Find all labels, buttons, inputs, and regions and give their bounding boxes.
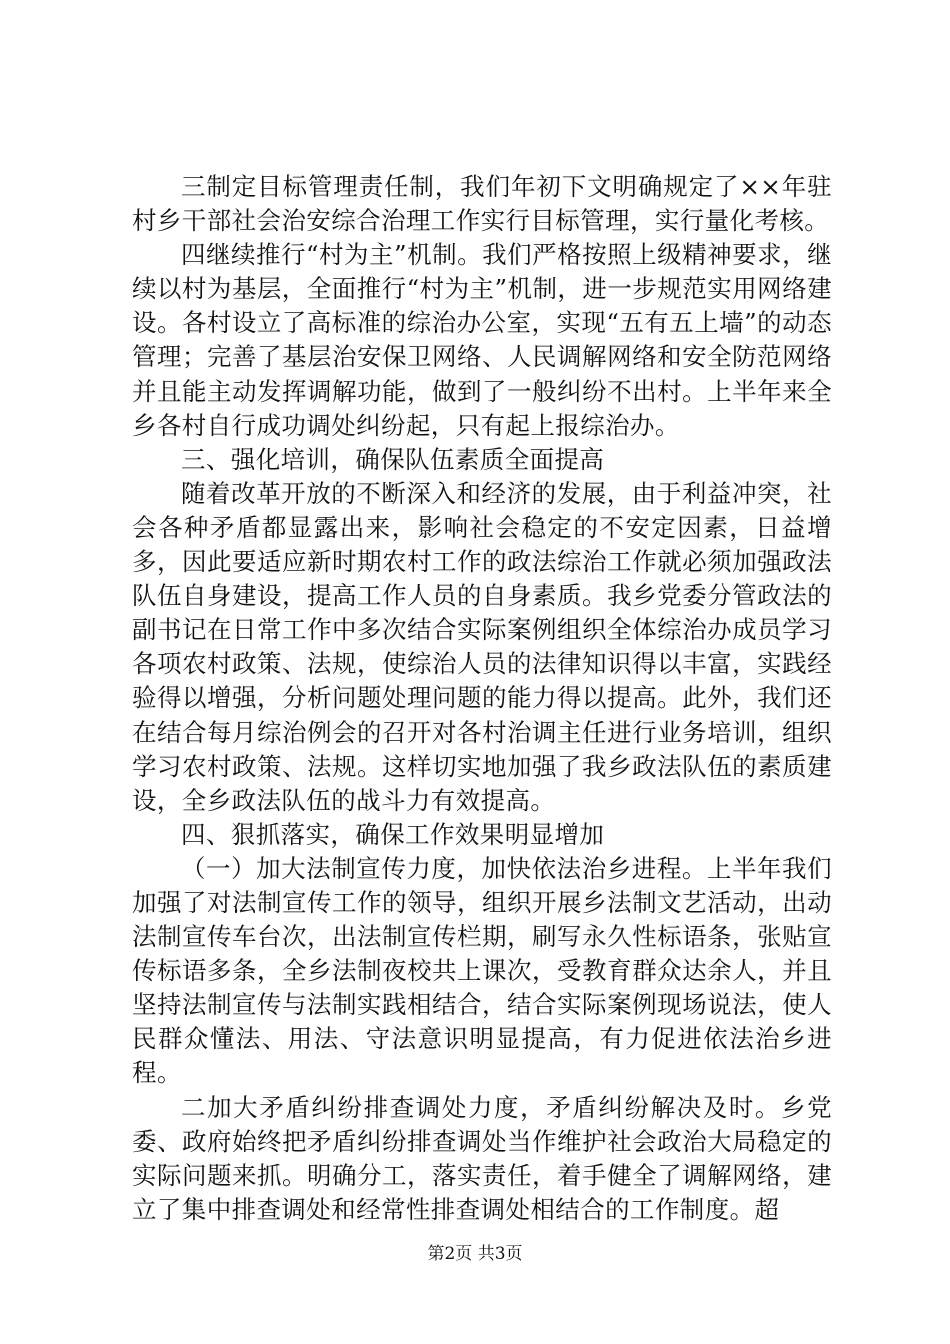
paragraph-legal-publicity: （一）加大法制宣传力度，加快依法治乡进程。上半年我们加强了对法制宣传工作的领导，组织开展乡法制文艺活动，出动法制宣传车台次，出法制宣传栏期，刷写永久性标语条，张贴宣传标语多条，全乡法制夜校共上课次，受教育群众达余人，并且坚持法制宣传与法制实践相结合，结合实际案例现场说法，使人民群众懂法、用法、守法意识明显提高，有力促进依法治乡进程。 — [132, 853, 832, 1088]
paragraph-dispute-mediation: 二加大矛盾纠纷排查调处力度，矛盾纠纷解决及时。乡党委、政府始终把矛盾纠纷排查调处当作维护社会政治大局稳定的实际问题来抓。明确分工，落实责任，着手健全了调解网络，建立了集中排查调处和经常性排查调处相结合的工作制度。超 — [132, 1092, 832, 1224]
document-body — [132, 170, 832, 1227]
paragraph-target-management: 三制定目标管理责任制，我们年初下文明确规定了××年驻村乡干部社会治安综合治理工作实行目标管理，实行量化考核。 — [132, 172, 832, 236]
section-heading-training: 三、强化培训，确保队伍素质全面提高 — [181, 444, 605, 474]
paragraph-training: 随着改革开放的不断深入和经济的发展，由于利益冲突，社会各种矛盾都显露出来，影响社会稳定的不安定因素，日益增多，因此要适应新时期农村工作的政法综治工作就必须加强政法队伍自身建设，提高工作人员的自身素质。我乡党委分管政法的副书记在日常工作中多次结合实际案例组织全体综治办成员学习各项农村政策、法规，使综治人员的法律知识得以丰富，实践经验得以增强，分析问题处理问题的能力得以提高。此外，我们还在结合每月综治例会的召开对各村治调主任进行业务培训，组织学习农村政策、法规。这样切实地加强了我乡政法队伍的素质建设，全乡政法队伍的战斗力有效提高。 — [132, 478, 832, 815]
page-number-footer: 第2页 共3页 — [427, 1244, 523, 1264]
paragraph-village-mechanism: 四继续推行“村为主”机制。我们严格按照上级精神要求，继续以村为基层，全面推行“村为主”机制，进一步规范实用网络建设。各村设立了高标准的综治办公室，实现“五有五上墙”的动态管理；完善了基层治安保卫网络、人民调解网络和安全防范网络并且能主动发挥调解功能，做到了一般纠纷不出村。上半年来全乡各村自行成功调处纠纷起，只有起上报综治办。 — [132, 240, 832, 440]
section-heading-implementation: 四、狠抓落实，确保工作效果明显增加 — [181, 819, 605, 849]
